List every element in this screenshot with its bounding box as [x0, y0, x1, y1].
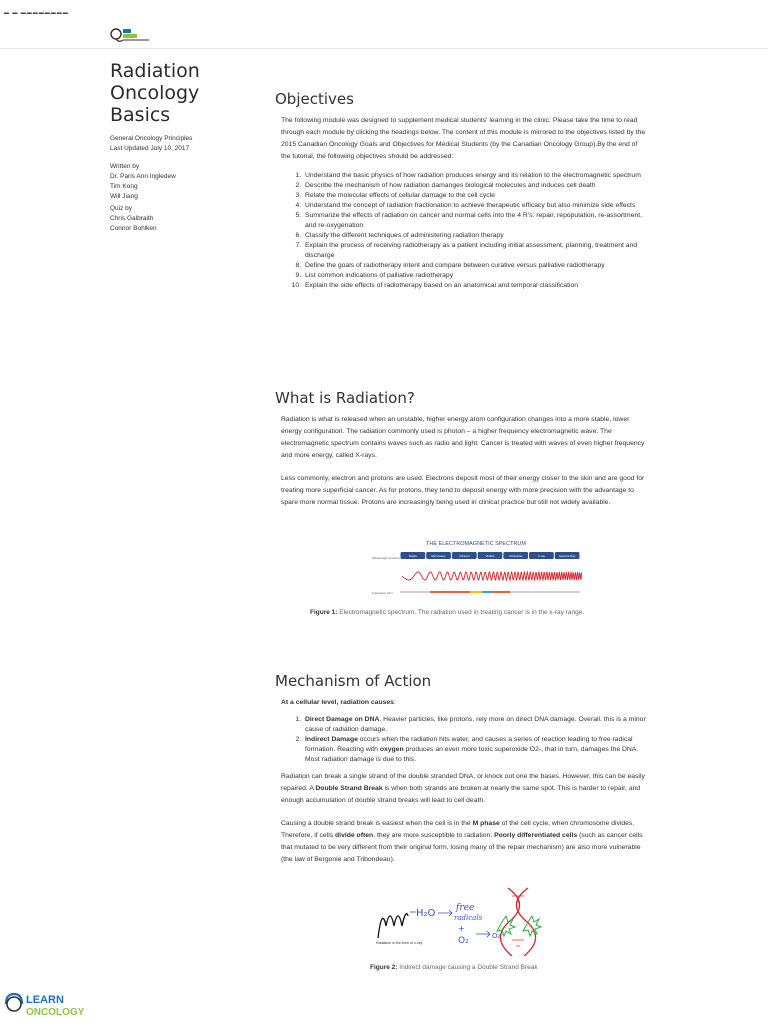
mechanism-lead: At a cellular level, radiation causes:	[281, 699, 396, 706]
figure-2-caption-label: Figure 2:	[370, 964, 398, 971]
para-text: , they are more susceptible to radiation.	[373, 832, 495, 839]
objective-item: 3. Relate the molecular effects of cellular damage to the cell cycle	[303, 191, 647, 201]
figure-1-caption	[310, 609, 584, 616]
para-bold: Double Strand Break	[315, 785, 383, 792]
written-by-label: Written by	[110, 163, 140, 170]
mechanism-item	[303, 715, 647, 735]
objectives-list	[281, 171, 647, 291]
spectrum-band-label: X-ray	[537, 554, 546, 558]
em-wavelength-label: Wavelength (meters)	[372, 556, 400, 560]
quiz-author-name: Connor Bohlken	[110, 225, 157, 232]
em-spectrum-image	[370, 536, 582, 606]
objective-item: 7. Explain the process of receiving radiotherapy as a patient including initial assessment, planning, treatment and discharge	[303, 241, 647, 261]
mechanism-section	[281, 697, 647, 866]
objectives-heading[interactable]: Objectives	[275, 90, 354, 108]
radiation-section	[281, 414, 647, 509]
o2-label: O₂	[458, 936, 469, 946]
mechanism-item-bold-2: oxygen	[379, 746, 404, 753]
objective-item: 8. Define the goals of radiotherapy intent and compare between curative versus palliative radiotherapy	[303, 261, 647, 271]
figure-indirect-damage	[370, 886, 550, 956]
mechanism-paragraph-1	[281, 771, 647, 807]
figure-2-caption-text: Indirect damage causing a Double Strand Break	[399, 964, 538, 971]
learn-oncology-logo-icon	[110, 26, 152, 44]
para-bold: divide often	[335, 832, 374, 839]
h2o-label: H₂O	[416, 908, 436, 919]
plus-label: +	[458, 924, 465, 933]
title-line-1: Radiation	[110, 60, 200, 82]
learn-oncology-footer-logo-icon	[2, 990, 92, 1020]
footer-logo-word-2: ONCOLOGY	[26, 1007, 85, 1018]
top-bar	[0, 0, 768, 49]
footer-logo[interactable]	[2, 990, 92, 1025]
spectrum-band-label: Infrared	[459, 554, 470, 558]
figure-2-subtitle: Radiation in the form of x-ray	[376, 941, 423, 945]
mechanism-item-text: occurs when the radiation hits water, and causes a series of reaction leading to free radical formation. Reacting with	[305, 736, 633, 753]
quiz-by-label: Quiz by	[110, 205, 133, 212]
objective-item: 9. List common indications of palliative radiotherapy	[303, 271, 647, 281]
figure-2-caption	[370, 964, 538, 971]
author-name: Will Jiang	[110, 193, 138, 200]
objective-item: 6. Classify the different techniques of administering radiation therapy	[303, 231, 647, 241]
mechanism-item-text-2: produces an even more toxic superoxide O2-, that in turn, damages the DNA. Most radiation damage is due to this.	[305, 746, 639, 763]
mechanism-item-bold: Direct Damage on DNA	[305, 716, 380, 723]
author-name: Tim Kong	[110, 183, 138, 190]
o2-minus-label: O₂⁻	[492, 932, 505, 940]
objective-item: 4. Understand the concept of radiation fractionation to achieve therapeutic efficacy but also minimize side effects	[303, 201, 647, 211]
title-line-2: Oncology	[110, 82, 200, 104]
figure-em-spectrum	[370, 536, 582, 606]
spectrum-band-label: Visible	[485, 554, 495, 558]
para-text: Causing a double strand break is easiest when the cell is in the	[281, 820, 473, 827]
objectives-section	[281, 115, 647, 291]
para-text: of the cell cycle, when chromosome divides. Therefore, if cells	[281, 820, 635, 839]
objective-item: 2. Describe the mechanism of how radiation damanges biological molecules and induces cell death	[303, 181, 647, 191]
mechanism-item-text: . Heavier particles, like protons, rely more on direct DNA damage. Overall, this is a minor cause of radiation damage.	[305, 716, 646, 733]
objectives-intro: The following module was designed to supplement medical students' learning in the clinic. Please take the time to read through each module by clicking the headings below. The content of this module is mirrored to the objectives listed by the 2015 Canadian Oncology Goals and Objectives for Medical Students (by the Canadian Oncology Group).By the end of the tutorial, the following objectives should be addressed:	[281, 117, 646, 160]
top-tiny-text: ▬ ▬ ▬▬▬▬▬▬▬▬	[4, 10, 69, 16]
para-bold: Poorly differentiated cells	[494, 832, 578, 839]
objective-item: 1. Understand the basic physics of how radiation produces energy and its relation to the electromagnetic spectrum	[303, 171, 647, 181]
spectrum-band-label: Microwave	[431, 554, 446, 558]
em-frequency-label: Frequency (Hz)	[372, 591, 393, 595]
page-title	[110, 60, 260, 126]
mechanism-lead-text: At a cellular level, radiation causes	[281, 699, 394, 706]
indirect-damage-image	[370, 886, 550, 956]
figure-1-caption-label: Figure 1:	[310, 609, 338, 616]
free-label: free	[456, 903, 475, 913]
spectrum-band-label: Ultraviolet	[509, 554, 523, 558]
para-text: Radiation can break a single strand of the double stranded DNA, or knock out one the bases. However, this can be easily repaired. A	[281, 773, 645, 792]
radiation-paragraph-2: Less commonly, electron and protons are used. Electrons deposit most of their energy closer to the skin and are good for treating more superficial cancer. As for protons, they tend to deposit energy with more precision with the advantage to spare more normal tissue. Protons are increasingly being used in clinical practice but still not widely available.	[281, 475, 645, 506]
footer-logo-word-1: LEARN	[26, 994, 64, 1006]
para-text: is when both strands are broken at nearly the same spot. This is harder to repair, and enough accumulation of double strand breaks will lead to cell death.	[281, 785, 641, 804]
updated-date: Last Updated July 10, 2017	[110, 145, 190, 152]
mechanism-item-bold: Indirect Damage	[305, 736, 358, 743]
radicals-label: radicals	[454, 914, 483, 922]
para-bold: M phase	[472, 820, 500, 827]
header-logo[interactable]	[110, 26, 152, 44]
mechanism-paragraph-2	[281, 818, 647, 866]
em-figure-title: THE ELECTROMAGNETIC SPECTRUM	[426, 541, 526, 547]
mechanism-item	[303, 735, 647, 765]
mechanism-list	[281, 715, 647, 765]
figure-1-caption-text: Electromagnetic spectrum. The radiation used in treating cancer is in the x-ray range.	[339, 609, 585, 616]
quiz-author-name: Chris Galbraith	[110, 215, 154, 222]
subtitle: General Oncology Principles	[110, 135, 193, 142]
what-is-radiation-heading[interactable]: What is Radiation?	[275, 389, 415, 407]
spectrum-band-label: Radio	[408, 554, 417, 558]
sidebar	[110, 60, 260, 234]
mechanism-heading[interactable]: Mechanism of Action	[275, 672, 432, 690]
objective-item: 10. Explain the side effects of radiotherapy based on an anatomical and temporal classification	[303, 281, 647, 291]
title-line-3: Basics	[110, 104, 171, 126]
author-name: Dr. Paris Ann Ingledew	[110, 173, 176, 180]
objective-item: 5. Summarize the effects of radiation on cancer and normal cells into the 4 R's: repair, repopulation, re-assortment, and re-oxygenation	[303, 211, 647, 231]
radiation-paragraph-1: Radiation is what is released when an unstable, higher energy atom configuration changes into a more stable, lower energy configuration. The radiation commonly used is photon – a higher frequency electromagnetic wave. The electromagnetic spectrum contains waves such as radio and light. Cancer is treated with waves of even higher frequency and more energy, called X-rays.	[281, 416, 645, 459]
spectrum-band-label: Gamma Ray	[558, 554, 576, 558]
para-text: (such as cancer cells that mutated to be very different from their original form, losing many of the repair mechanism) are also more vulnerable (the law of Bergonie and Tribondeau).	[281, 832, 643, 863]
